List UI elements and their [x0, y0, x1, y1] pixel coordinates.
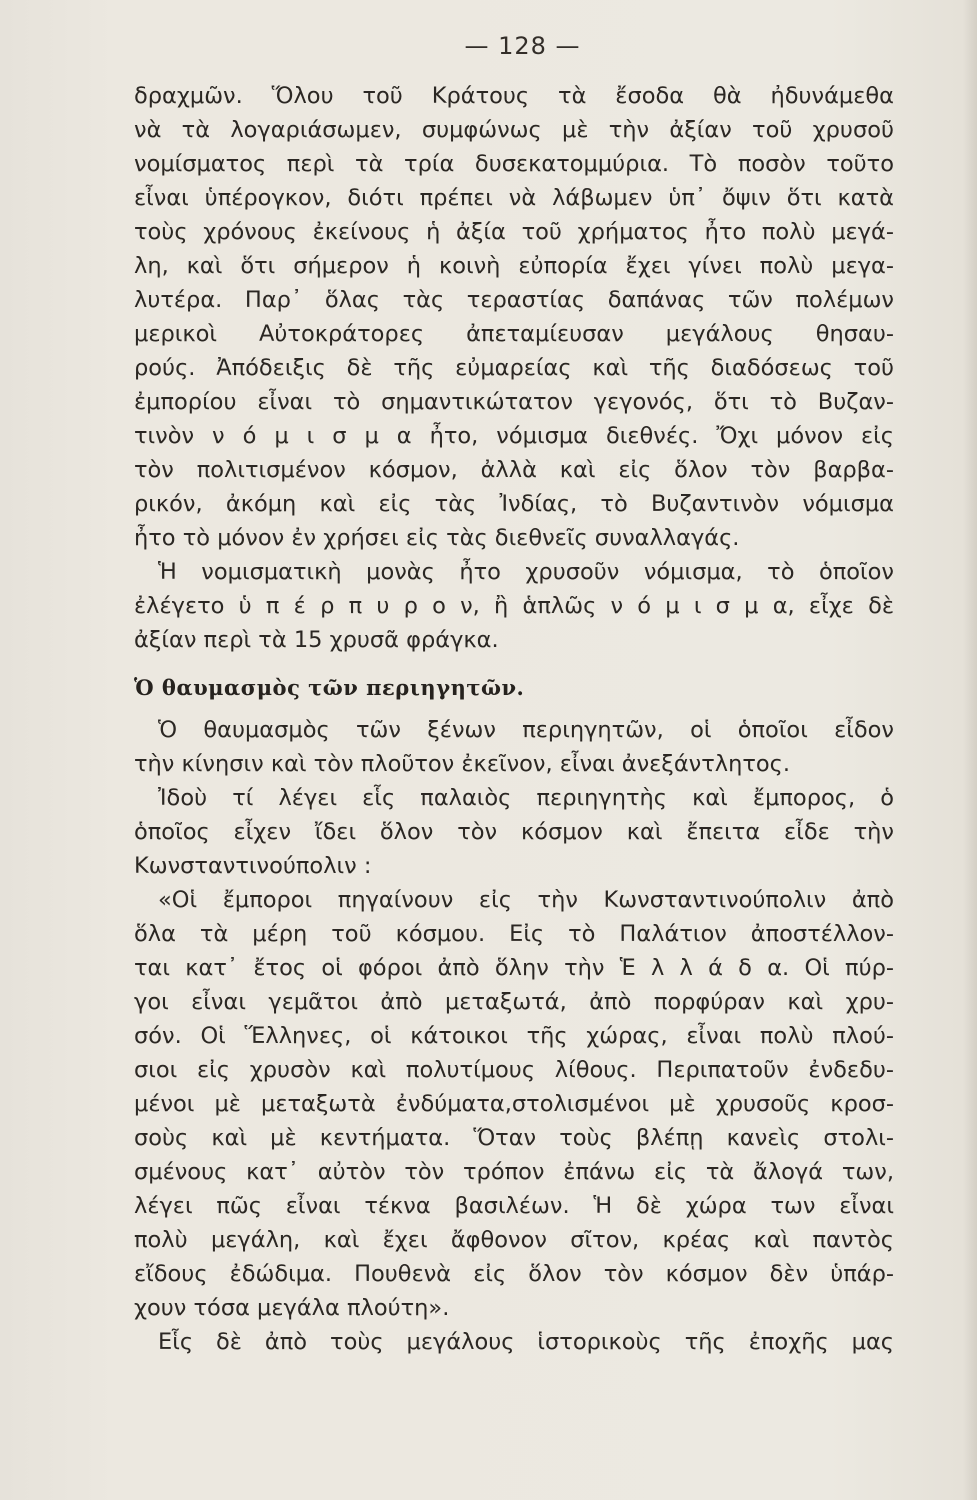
text-line: Ἰδοὺ τί λέγει εἷς παλαιὸς περιηγητὴς καὶ ἔμπορος, ὁ [158, 785, 894, 811]
text-line: ται κατ᾿ ἔτος οἱ φόροι ἀπὸ ὅλην τὴν Ἑ λ λ ά δ α. Οἱ πύρ- [134, 955, 894, 981]
text-line: τινὸν ν ό μ ι σ μ α ἦτο, νόμισμα διεθνές. Ὄχι μόνον εἰς [134, 423, 894, 449]
text-line: ρούς. Ἀπόδειξις δὲ τῆς εὐμαρείας καὶ τῆς διαδόσεως τοῦ [134, 355, 894, 381]
text-line: λη, καὶ ὅτι σήμερον ἡ κοινὴ εὐπορία ἔχει γίνει πολὺ μεγα- [134, 253, 894, 279]
text-line: λυτέρα. Παρ᾿ ὅλας τὰς τεραστίας δαπάνας τῶν πολέμων [134, 287, 894, 313]
text-line: ἐμπορίου εἶναι τὸ σημαντικώτατον γεγονός, ὅτι τὸ Βυζαν- [134, 389, 894, 415]
text-line: τοὺς χρόνους ἐκείνους ἡ ἀξία τοῦ χρήματος ἦτο πολὺ μεγά- [134, 219, 894, 245]
text-line: γοι εἶναι γεμᾶτοι ἀπὸ μεταξωτά, ἀπὸ πορφύραν καὶ χρυ- [134, 989, 894, 1015]
text-line: εἴδους ἐδώδιμα. Πουθενὰ εἰς ὅλον τὸν κόσμον δὲν ὑπάρ- [134, 1261, 894, 1287]
text-line: ἀξίαν περὶ τὰ 15 χρυσᾶ φράγκα. [134, 627, 499, 653]
text-line: Κωνσταντινούπολιν : [134, 853, 372, 879]
text-line: Ὁ θαυμασμὸς τῶν ξένων περιηγητῶν, οἱ ὁποῖοι εἶδον [158, 717, 894, 743]
text-line: ὅλα τὰ μέρη τοῦ κόσμου. Εἰς τὸ Παλάτιον ἀποστέλλον- [134, 921, 894, 947]
text-line: εἶναι ὑπέρογκον, διότι πρέπει νὰ λάβωμεν ὑπ᾿ ὄψιν ὅτι κατὰ [134, 185, 894, 211]
text-line: τὸν πολιτισμένον κόσμον, ἀλλὰ καὶ εἰς ὅλον τὸν βαρβα- [134, 457, 894, 483]
text-line: χουν τόσα μεγάλα πλούτη». [134, 1295, 450, 1321]
text-line: ἐλέγετο ὑ π έ ρ π υ ρ ο ν, ἢ ἁπλῶς ν ό μ ι σ μ α, εἶχε δὲ [134, 593, 894, 619]
page-edge-shadow [963, 0, 977, 1500]
text-line: Εἷς δὲ ἀπὸ τοὺς μεγάλους ἱστορικοὺς τῆς ἐποχῆς μας [158, 1329, 894, 1355]
text-line: σοὺς καὶ μὲ κεντήματα. Ὅταν τοὺς βλέπῃ κανεὶς στολι- [134, 1125, 894, 1151]
text-line: σμένους κατ᾿ αὐτὸν τὸν τρόπον ἐπάνω εἰς τὰ ἄλογά των, [134, 1159, 894, 1185]
page-number: — 128 — [464, 32, 581, 60]
text-line: «Οἱ ἔμποροι πηγαίνουν εἰς τὴν Κωνσταντινούπολιν ἀπὸ [158, 887, 894, 913]
text-line: νὰ τὰ λογαριάσωμεν, συμφώνως μὲ τὴν ἀξίαν τοῦ χρυσοῦ [134, 117, 894, 143]
text-line: Ἡ νομισματικὴ μονὰς ἦτο χρυσοῦν νόμισμα, τὸ ὁποῖον [158, 559, 894, 585]
text-line: σόν. Οἱ Ἕλληνες, οἱ κάτοικοι τῆς χώρας, εἶναι πολὺ πλού- [134, 1023, 894, 1049]
body-text [134, 79, 894, 1359]
text-line: δραχμῶν. Ὅλου τοῦ Κράτους τὰ ἔσοδα θὰ ἠδυνάμεθα [134, 83, 894, 109]
text-line: ὁποῖος εἶχεν ἴδει ὅλον τὸν κόσμον καὶ ἔπειτα εἶδε τὴν [134, 819, 894, 845]
text-line: πολὺ μεγάλη, καὶ ἔχει ἄφθονον σῖτον, κρέας καὶ παντὸς [134, 1227, 894, 1253]
text-line: μένοι μὲ μεταξωτὰ ἐνδύματα,στολισμένοι μὲ χρυσοῦς κροσ- [134, 1091, 894, 1117]
text-line: μερικοὶ Αὐτοκράτορες ἀπεταμίευσαν μεγάλους θησαυ- [134, 321, 894, 347]
text-line: λέγει πῶς εἶναι τέκνα βασιλέων. Ἡ δὲ χώρα των εἶναι [134, 1193, 894, 1219]
text-line: τὴν κίνησιν καὶ τὸν πλοῦτον ἐκεῖνον, εἶναι ἀνεξάντλητος. [134, 751, 791, 777]
text-line: ρικόν, ἀκόμη καὶ εἰς τὰς Ἰνδίας, τὸ Βυζαντινὸν νόμισμα [134, 491, 894, 517]
text-line: νομίσματος περὶ τὰ τρία δυσεκατομμύρια. Τὸ ποσὸν τοῦτο [134, 151, 894, 177]
text-line: ἦτο τὸ μόνον ἐν χρήσει εἰς τὰς διεθνεῖς συναλλαγάς. [134, 525, 740, 551]
section-heading: Ὁ θαυμασμὸς τῶν περιηγητῶν. [134, 675, 525, 700]
text-line: σιοι εἰς χρυσὸν καὶ πολυτίμους λίθους. Περιπατοῦν ἐνδεδυ- [134, 1057, 894, 1083]
